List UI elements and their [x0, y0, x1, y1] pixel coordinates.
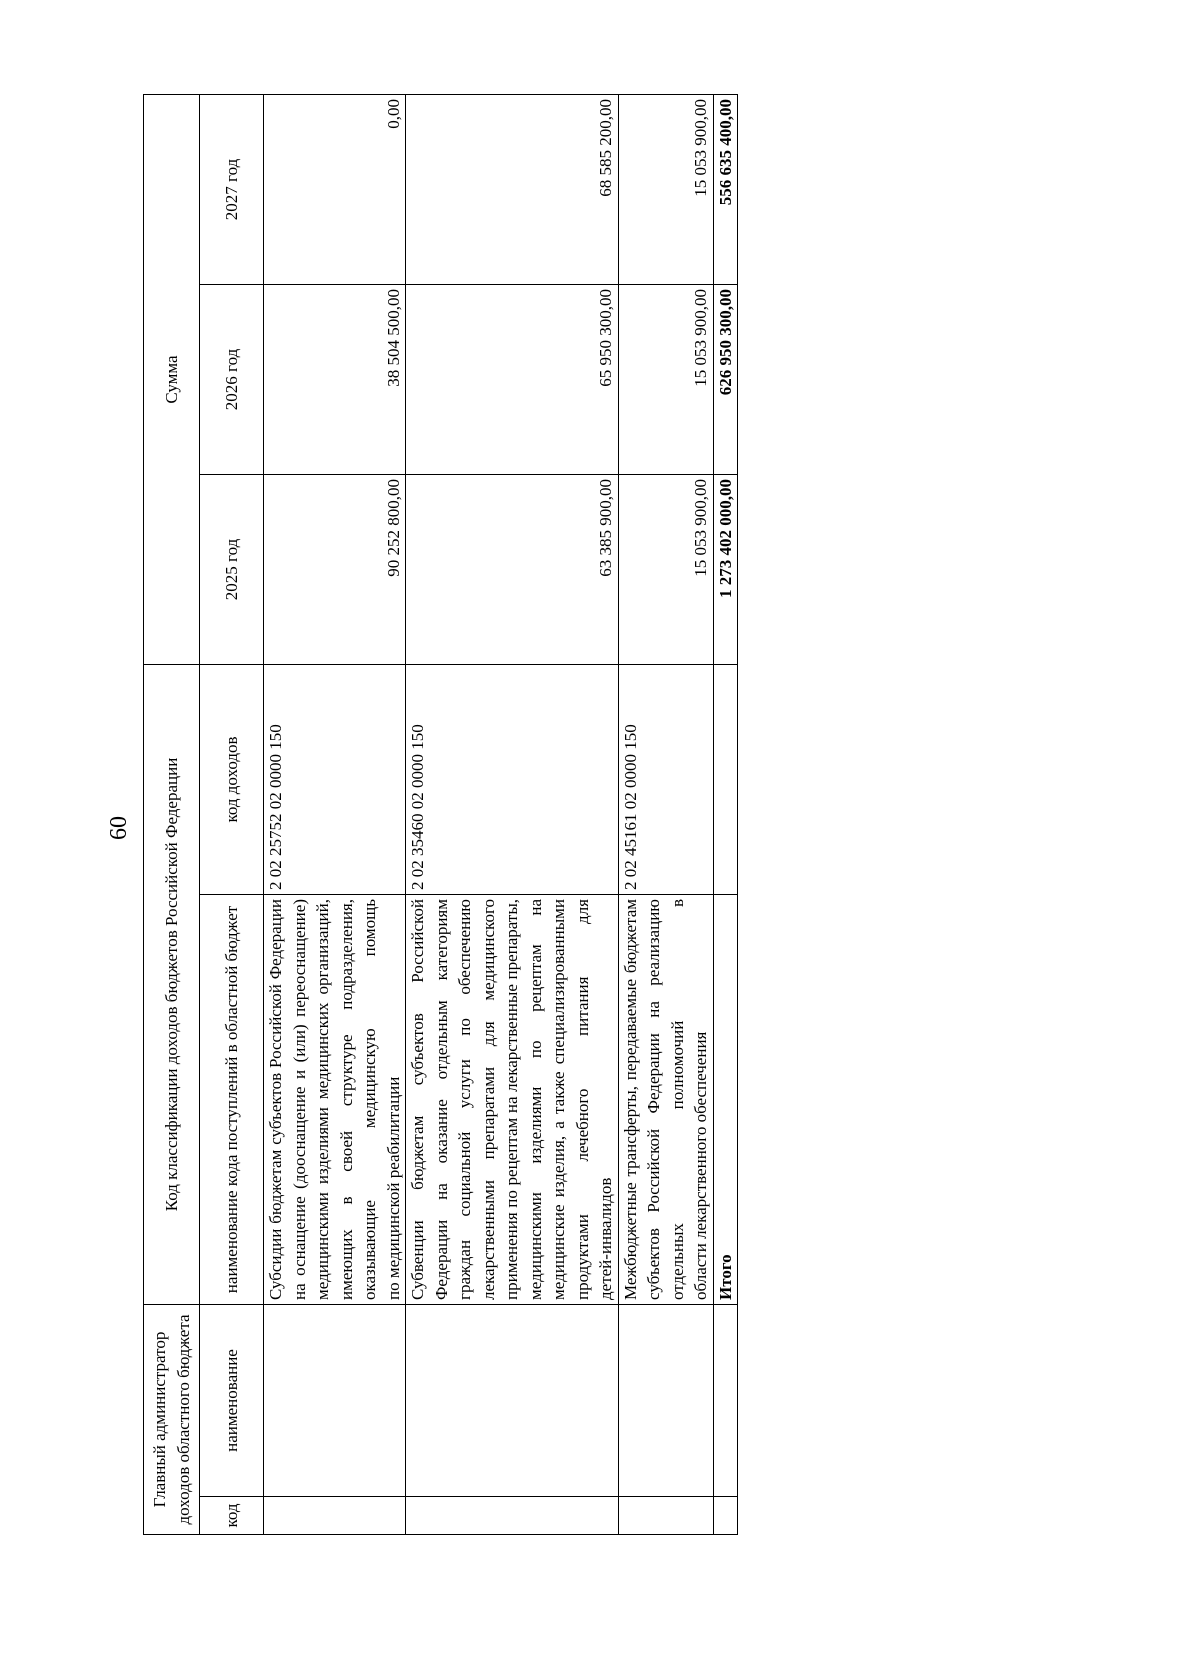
value-2027-cell: 68 585 200,00	[406, 94, 619, 284]
income-name-text: Субвенции бюджетам субъектов Российской Федерации на оказание отдельным категориям граждан социальной услуги по обеспечению лекарственными препаратами для медицинского применения по рецептам на лекарственные препараты, медицинскими изделиями по рецептам на медицинские изделия, а также специализированными продуктами лечебного питания для	[408, 899, 592, 1300]
total-label: Итого	[713, 895, 738, 1305]
admin-name-cell	[618, 1305, 713, 1497]
total-row	[713, 94, 738, 1534]
col-2025-header: 2025 год	[200, 474, 264, 664]
total-admin-name-cell	[713, 1305, 738, 1497]
income-code-cell: 2 02 25752 02 0000 150	[264, 664, 406, 894]
admin-code-cell	[618, 1497, 713, 1535]
income-name-text-end: детей-инвалидов	[596, 1177, 615, 1300]
value-2025-cell: 15 053 900,00	[618, 474, 713, 664]
classification-group-header: Код классификации доходов бюджетов Российской Федерации	[144, 664, 200, 1304]
income-name-text-end: по медицинской реабилитации	[383, 1076, 403, 1300]
value-2025-cell: 63 385 900,00	[406, 474, 619, 664]
admin-code-cell	[264, 1497, 406, 1535]
income-name-text-end: области лекарственного обеспечения	[691, 1031, 710, 1300]
value-2026-cell: 65 950 300,00	[406, 284, 619, 474]
value-2025-cell: 90 252 800,00	[264, 474, 406, 664]
sum-group-header: Сумма	[144, 94, 200, 664]
rotated-table-container	[143, 95, 963, 1535]
total-2025-cell: 1 273 402 000,00	[713, 474, 738, 664]
value-2026-cell: 15 053 900,00	[618, 284, 713, 474]
income-code-cell: 2 02 45161 02 0000 150	[618, 664, 713, 894]
income-code-cell: 2 02 35460 02 0000 150	[406, 664, 619, 894]
income-name-text: Субсидии бюджетам субъектов Российской Федерации на оснащение (дооснащение и (или) переоснащение) медицинскими изделиями медицинских организаций, имеющих в своей структуре подразделения, оказывающие медицинскую помощь	[266, 899, 379, 1300]
income-name-cell	[406, 895, 619, 1305]
income-name-text: Межбюджетные трансферты, передаваемые бюджетам субъектов Российской Федерации на реализацию отдельных полномочий в	[620, 899, 687, 1300]
header-row-main	[144, 94, 200, 1534]
admin-code-cell	[406, 1497, 619, 1535]
total-2027-cell: 556 635 400,00	[713, 94, 738, 284]
value-2027-cell: 15 053 900,00	[618, 94, 713, 284]
value-2026-cell: 38 504 500,00	[264, 284, 406, 474]
total-code-cell	[713, 664, 738, 894]
table-row	[264, 94, 406, 1534]
col-2026-header: 2026 год	[200, 284, 264, 474]
table-row	[618, 94, 713, 1534]
income-name-cell	[264, 895, 406, 1305]
admin-group-header: Главный администратор доходов областного бюджета	[144, 1305, 200, 1535]
total-2026-cell: 626 950 300,00	[713, 284, 738, 474]
admin-name-cell	[406, 1305, 619, 1497]
admin-name-cell	[264, 1305, 406, 1497]
col-income-name-header: наименование кода поступлений в областной бюджет	[200, 895, 264, 1305]
col-2027-header: 2027 год	[200, 94, 264, 284]
header-row-sub	[200, 94, 264, 1534]
page-number: 60	[106, 816, 132, 840]
total-admin-code-cell	[713, 1497, 738, 1535]
col-income-code-header: код доходов	[200, 664, 264, 894]
table-row	[406, 94, 619, 1534]
col-admin-name-header: наименование	[200, 1305, 264, 1497]
col-admin-code-header: код	[200, 1497, 264, 1535]
income-name-cell	[618, 895, 713, 1305]
income-table	[143, 94, 738, 1535]
value-2027-cell: 0,00	[264, 94, 406, 284]
